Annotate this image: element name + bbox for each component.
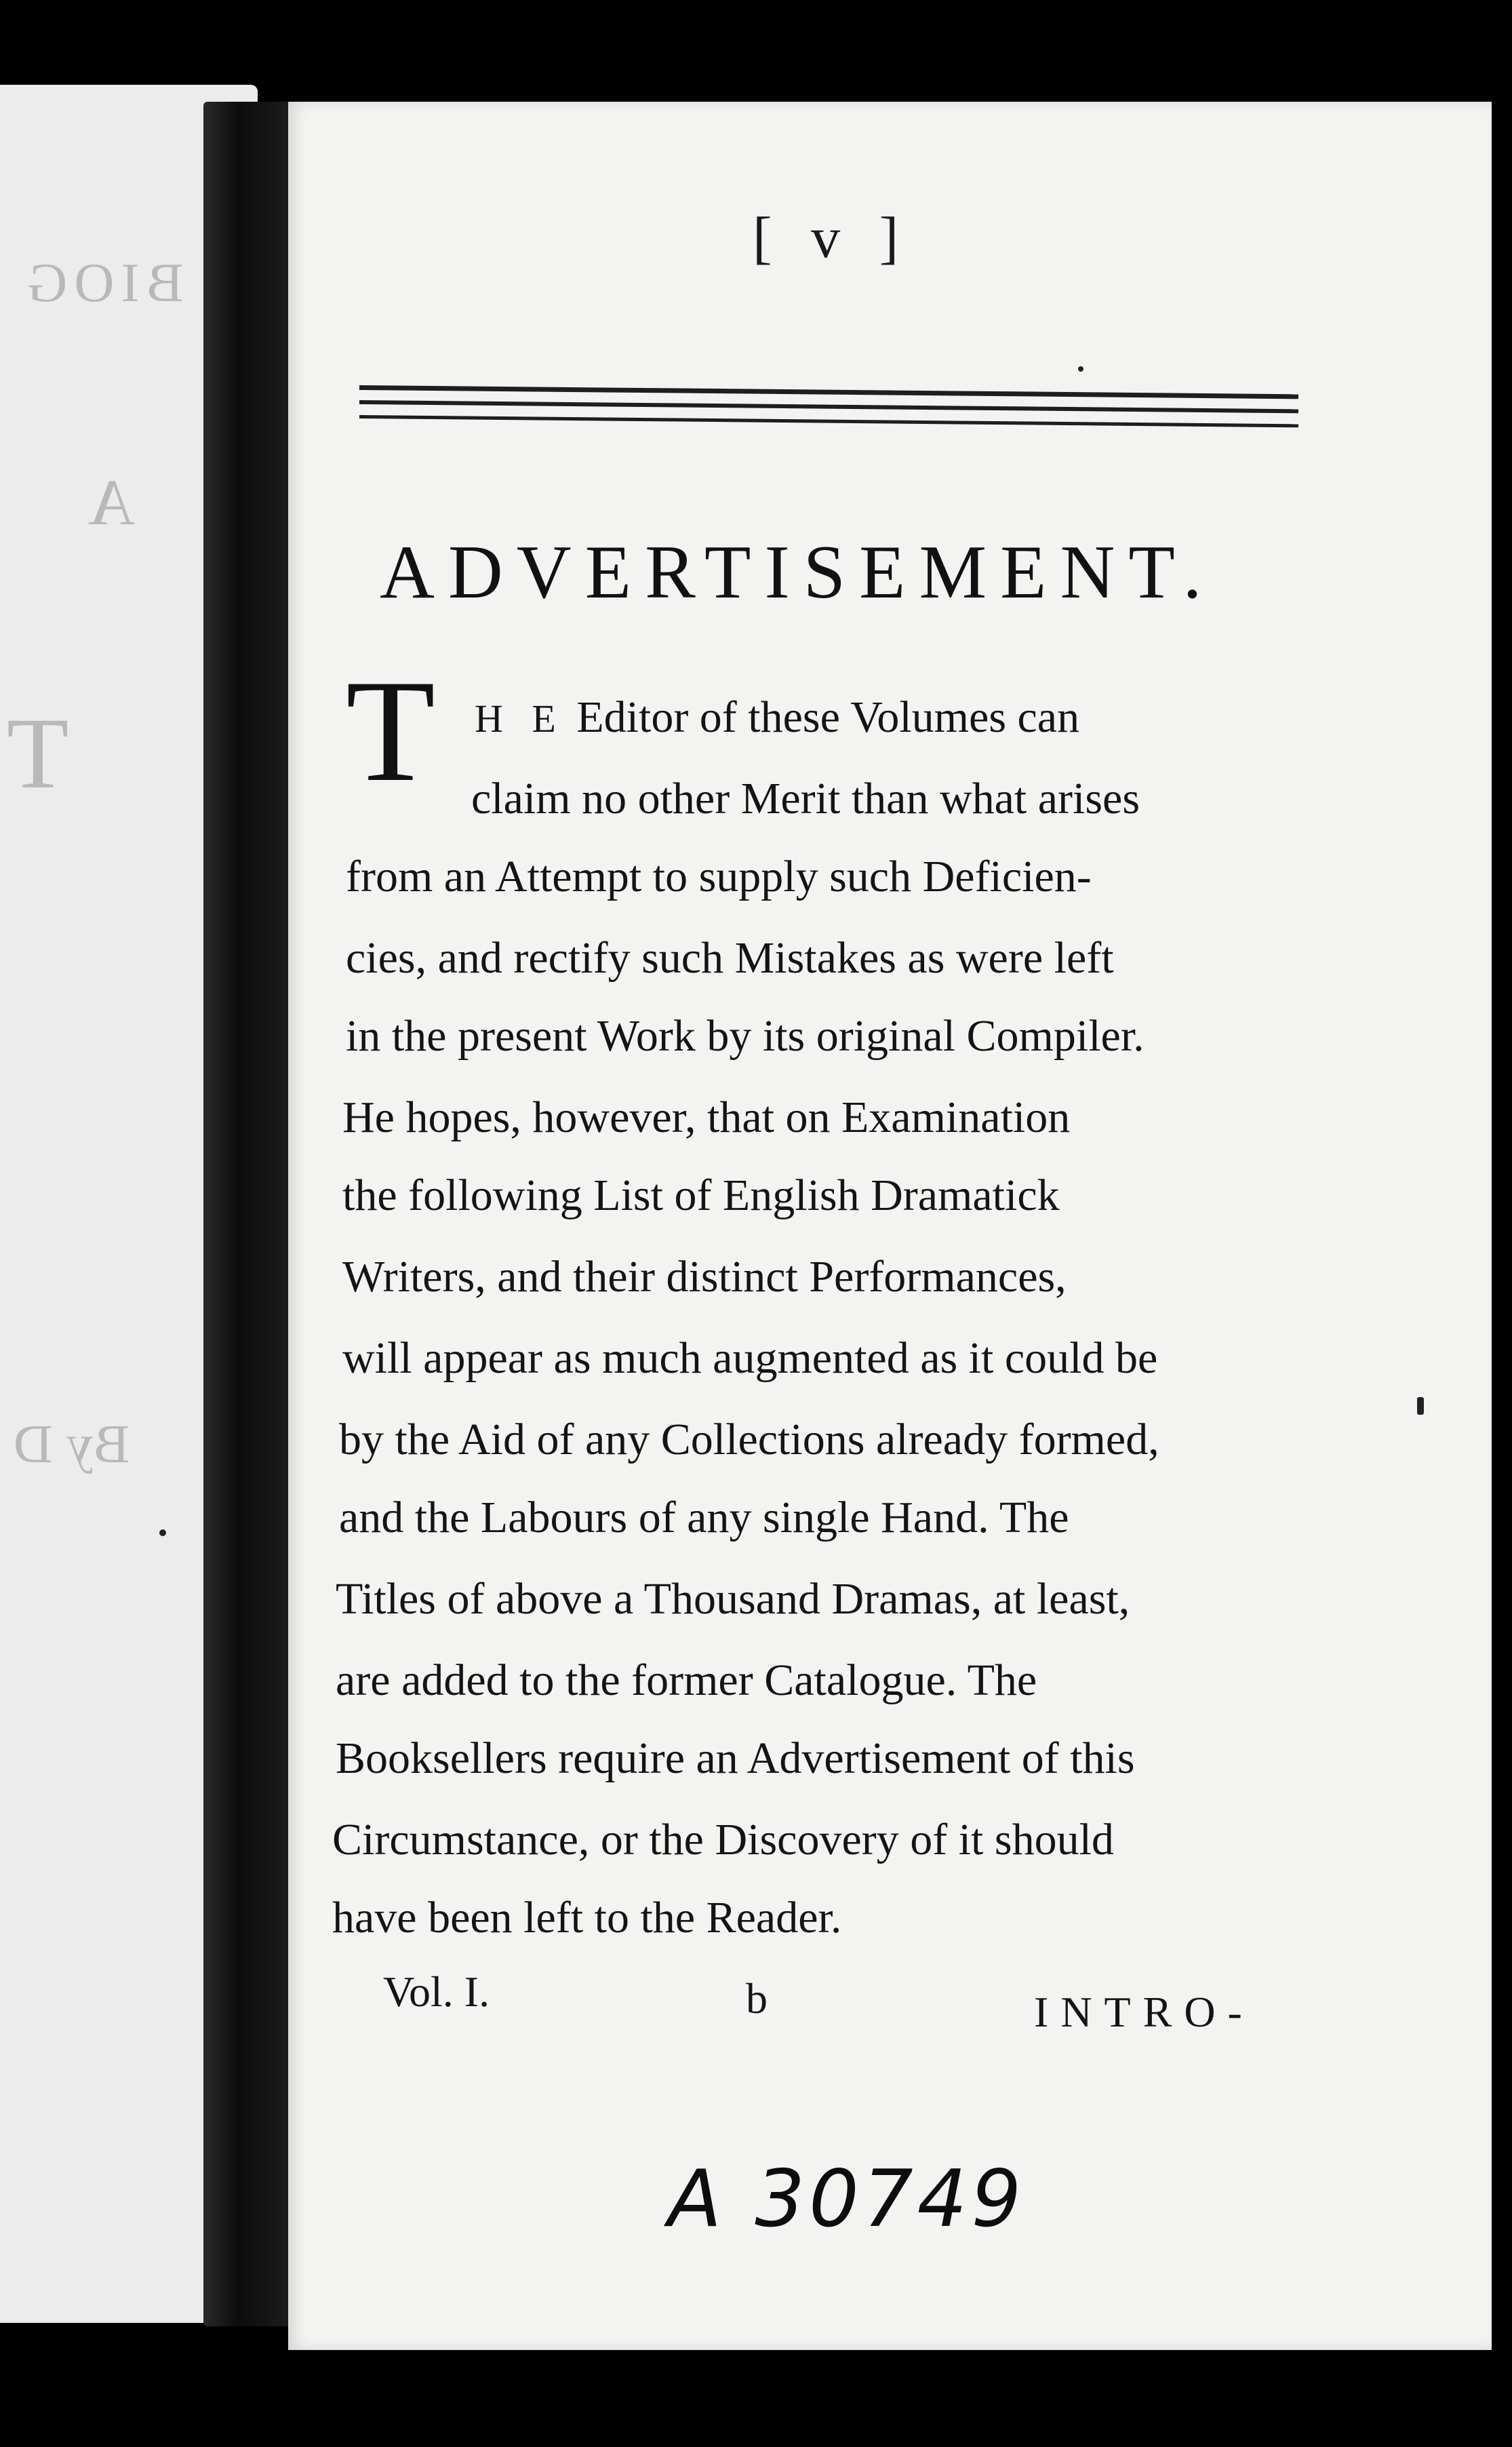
page-title: ADVERTISEMENT. [380,530,1216,614]
body-line-1-smallcaps: H E [475,697,565,741]
left-page-fragment-biog: BIOG [20,252,184,313]
volume-label: Vol. I. [383,1968,490,2016]
ink-speck [1078,366,1083,372]
body-line-4: cies, and rectify such Mistakes as were left [346,933,1114,983]
body-line-6: He hopes, however, that on Examination [342,1093,1071,1142]
body-line-1-text: Editor of these Volumes can [565,692,1080,742]
drop-capital: T [346,650,435,812]
body-line-12: Titles of above a Thousand Dramas, at least, [336,1574,1130,1624]
body-line-1 [475,692,1079,743]
handwritten-accession-number: A 30749 [668,2153,1026,2245]
book-spine-shadow [203,102,292,2326]
body-line-14: Booksellers require an Advertisement of this [336,1734,1135,1783]
catchword: INTRO- [1034,1988,1254,2036]
left-page-fragment-by: By D [14,1415,130,1474]
body-line-15: Circumstance, or the Discovery of it should [332,1815,1114,1864]
body-line-3: from an Attempt to supply such Deficien- [346,852,1092,901]
body-line-16: have been left to the Reader. [332,1893,842,1942]
left-page-fragment-t: T [7,697,69,810]
body-line-5: in the present Work by its original Compiler. [346,1011,1145,1061]
signature-mark: b [746,1974,768,2022]
body-line-7: the following List of English Dramatick [342,1171,1060,1220]
body-line-8: Writers, and their distinct Performances, [342,1252,1067,1301]
ink-speck [159,1529,166,1536]
body-line-13: are added to the former Catalogue. The [336,1656,1037,1705]
body-line-10: by the Aid of any Collections already formed, [339,1415,1159,1464]
body-line-11: and the Labours of any single Hand. The [339,1493,1069,1542]
page-edge-mark [1417,1397,1424,1415]
page-number: [ v ] [753,205,911,270]
body-line-2: claim no other Merit than what arises [471,774,1140,823]
body-line-9: will appear as much augmented as it could be [342,1333,1158,1383]
left-page-fragment-a: A [88,466,136,539]
